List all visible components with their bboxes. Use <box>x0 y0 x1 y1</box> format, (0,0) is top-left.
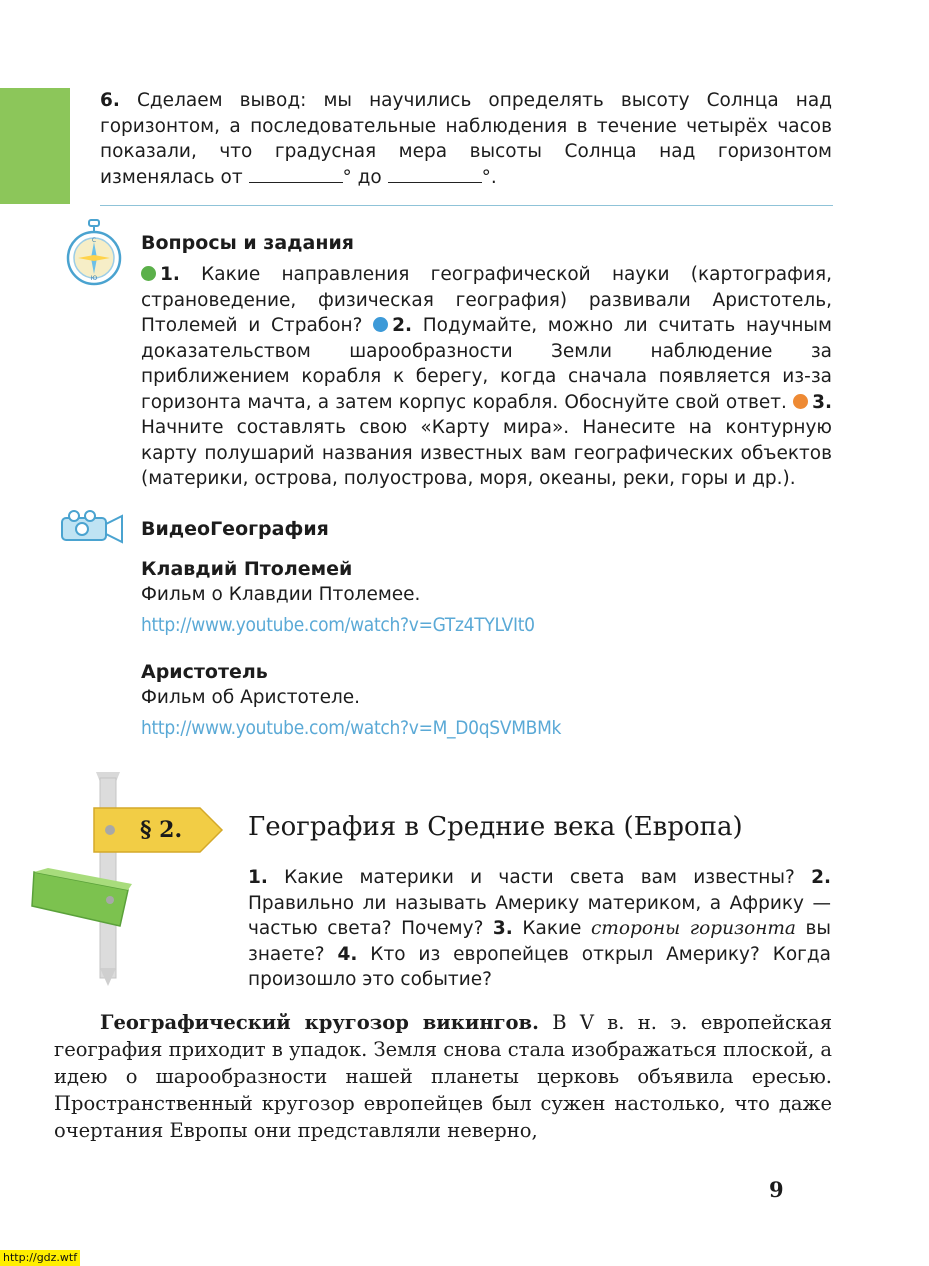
body-lead-heading: Географический кругозор викингов. <box>100 1011 539 1034</box>
video-section-title: ВидеоГеография <box>141 518 329 540</box>
intro-question-3-term: стороны горизонта <box>590 918 796 939</box>
video-camera-icon <box>60 510 126 546</box>
answer-blank-from[interactable] <box>249 168 343 183</box>
question-1-number: 1. <box>160 264 180 285</box>
section-signpost-icon <box>28 772 228 988</box>
orange-dot-icon <box>793 394 808 409</box>
video-2-description: Фильм об Аристотеле. <box>141 687 361 708</box>
intro-question-4-text: Кто из европейцев открыл Америку? Когда произошло это событие? <box>248 943 831 990</box>
task-6-number: 6. <box>100 90 120 111</box>
questions-list <box>141 262 832 492</box>
intro-question-2-number: 2. <box>811 867 831 888</box>
question-1-text: Какие направления географической науки (картография, страноведение, физическая география) развивали Аристотель, Птолемей и Страбон? <box>141 264 832 336</box>
question-2-number: 2. <box>392 315 413 336</box>
svg-text:Ю: Ю <box>90 275 98 282</box>
question-3-number: 3. <box>812 391 832 413</box>
intro-question-1-text: Какие материки и части света вам известны? <box>267 867 812 888</box>
body-text: В V в. н. э. европейская география приходит в упадок. Земля снова стала изображаться плоской, а идею о шарообразности нашей планеты церковь объявила ересью. Пространственный кругозор европейцев был сужен настолько, что даже очертания Европы они представляли неверно, <box>54 1011 832 1142</box>
question-2-text: Подумайте, можно ли считать научным доказательством шарообразности Земли наблюдение за приближением корабля к берегу, когда сначала появляется из-за горизонта мачта, а затем корпус корабля. Обоснуйте свой ответ. <box>141 315 832 413</box>
video-1-title: Клавдий Птолемей <box>141 558 353 580</box>
body-paragraph <box>54 1009 832 1144</box>
divider-line <box>100 205 833 206</box>
video-1-description: Фильм о Клавдии Птолемее. <box>141 584 421 605</box>
task-6-degree-from: ° до <box>342 166 388 188</box>
task-6-degree-to: °. <box>481 166 497 188</box>
svg-text:С: С <box>91 237 97 244</box>
intro-question-3-number: 3. <box>492 918 513 939</box>
watermark-link[interactable]: http://gdz.wtf <box>0 1250 80 1266</box>
intro-question-3-text: Какие <box>512 918 591 939</box>
green-dot-icon <box>141 266 156 281</box>
blue-dot-icon <box>373 317 388 332</box>
video-1-link[interactable]: http://www.youtube.com/watch?v=GTz4TYLVIt0 <box>141 614 535 636</box>
task-6-paragraph <box>100 88 832 190</box>
intro-question-4-number: 4. <box>337 943 358 965</box>
green-margin-tab <box>0 88 70 204</box>
answer-blank-to[interactable] <box>388 168 482 183</box>
video-2-link[interactable]: http://www.youtube.com/watch?v=M_D0qSVMBMk <box>141 717 562 739</box>
intro-question-1-number: 1. <box>248 867 268 888</box>
task-6-text: Сделаем вывод: мы научились определять высоту Солнца над горизонтом, а последовательные наблюдения в течение четырёх часов показали, что градусная мера высоты Солнца над горизонтом изменялась от <box>100 90 832 188</box>
stopwatch-compass-icon <box>66 218 122 286</box>
intro-question-2-text: Правильно ли называть Америку материком, а Африку — частью света? Почему? <box>248 892 831 939</box>
section-heading: География в Средние века (Европа) <box>248 812 743 842</box>
question-3-text: Начните составлять свою «Карту мира». Нанесите на контурную карту полушарий названия известных вам географических объектов (материки, острова, полуострова, моря, океаны, реки, горы и др.). <box>141 417 832 489</box>
video-2-title: Аристотель <box>141 661 268 683</box>
page-number: 9 <box>769 1177 784 1202</box>
intro-question-3-text-end: вы знаете? <box>248 918 832 965</box>
questions-title: Вопросы и задания <box>141 232 354 254</box>
section-intro-questions <box>248 865 831 993</box>
section-number-label: § 2. <box>140 817 183 843</box>
